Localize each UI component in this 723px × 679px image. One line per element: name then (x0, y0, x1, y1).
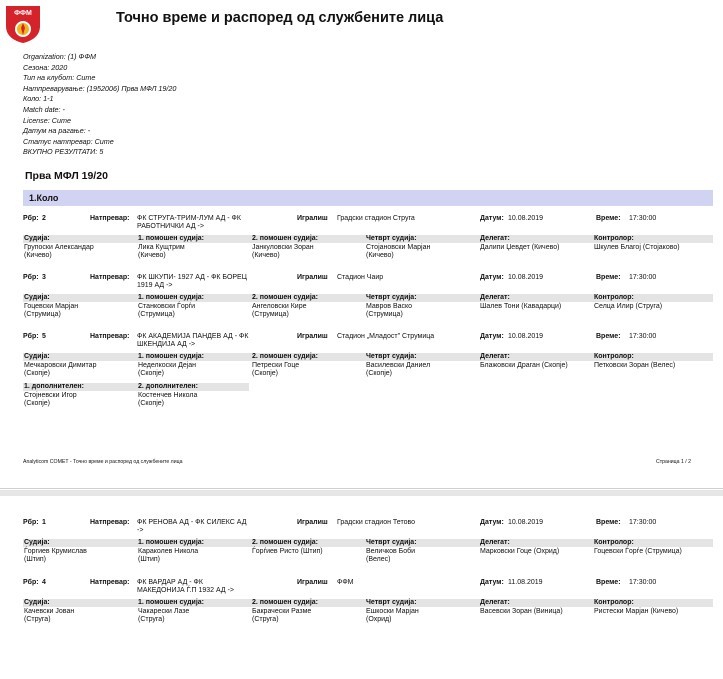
assistant-1-label: 1. помошен судија: (138, 539, 204, 546)
round-header (23, 190, 713, 206)
additional-1-name: (Скопје) (24, 400, 50, 407)
delegate-name: Шалев Тони (Кавадарци) (480, 303, 562, 310)
referee-name: Гоцевски Марјан (24, 303, 79, 310)
assistant-1-name: (Струмица) (138, 311, 175, 318)
delegate-name: Далипи Џевдет (Кичево) (480, 244, 560, 251)
assistant-2-name: Ѓорѓиев Ристо (Штип) (252, 548, 323, 555)
assistant-1-name: (Скопје) (138, 370, 164, 377)
match-number: 3 (42, 274, 46, 281)
assistant-2-name: Бакрачески Разме (252, 608, 312, 615)
match-time: 17:30:00 (629, 215, 657, 222)
referee-label: Судија: (24, 294, 50, 301)
referee-name: (Штип) (24, 556, 46, 563)
assistant-2-name: (Скопје) (252, 370, 278, 377)
page-break (0, 490, 723, 496)
assistant-1-name: Станковски Ѓорѓи (138, 303, 196, 310)
match-label: Натпревар: (90, 579, 130, 586)
referee-name: Мечкаровски Димитар (24, 362, 97, 369)
controller-label: Контролор: (594, 353, 634, 360)
referee-label: Судија: (24, 599, 50, 606)
match-number-label: Рбр: (23, 333, 39, 340)
match-date: 11.08.2019 (508, 579, 543, 586)
fourth-official-label: Четврт судија: (366, 353, 417, 360)
match-time: 17:30:00 (629, 579, 657, 586)
match-number-label: Рбр: (23, 274, 39, 281)
venue-name: Градски стадион Струга (337, 215, 415, 222)
controller-label: Контролор: (594, 539, 634, 546)
match-label: Натпревар: (90, 519, 130, 526)
venue-label: Игралиш (297, 274, 328, 281)
referee-name: (Струга) (24, 616, 51, 623)
date-label: Датум: (480, 519, 504, 526)
assistant-2-name: Ангеловски Кире (252, 303, 307, 310)
delegate-label: Делегат: (480, 235, 510, 242)
delegate-label: Делегат: (480, 294, 510, 301)
fourth-official-name: Величков Боби (366, 548, 416, 555)
venue-label: Игралиш (297, 519, 328, 526)
match-teams: -> (137, 527, 144, 534)
fourth-official-label: Четврт судија: (366, 294, 417, 301)
meta-organization: Organization: (1) ФФМ (23, 52, 96, 61)
assistant-1-label: 1. помошен судија: (138, 599, 204, 606)
additional-2-name: Костенчев Никола (138, 392, 198, 399)
match-number: 1 (42, 519, 46, 526)
match-teams: ФК АКАДЕМИЈА ПАНДЕВ АД - ФК (137, 333, 249, 340)
assistant-2-name: Јанкуловски Зоран (252, 244, 314, 251)
time-label: Време: (596, 274, 621, 281)
match-number-label: Рбр: (23, 519, 39, 526)
time-label: Време: (596, 333, 621, 340)
match-number: 5 (42, 333, 46, 340)
assistant-2-label: 2. помошен судија: (252, 294, 318, 301)
match-time: 17:30:00 (629, 274, 657, 281)
assistant-1-name: Неделкоски Дејан (138, 362, 197, 369)
referee-label: Судија: (24, 235, 50, 242)
footer-page-number: Страница 1 / 2 (656, 459, 692, 465)
controller-name: Селца Илир (Струга) (594, 303, 663, 310)
assistant-1-name: Чакарески Лазе (138, 608, 190, 615)
fourth-official-name: (Охрид) (366, 616, 392, 623)
controller-name: Шкулев Благој (Стојаково) (594, 244, 680, 251)
assistant-1-label: 1. помошен судија: (138, 235, 204, 242)
meta-round: Коло: 1-1 (23, 94, 54, 104)
additional-1-name: Стојневски Игор (24, 392, 77, 399)
date-label: Датум: (480, 215, 504, 222)
referee-name: Ѓоргиев Крумислав (24, 548, 87, 555)
delegate-name: Блажовски Драган (Скопје) (480, 362, 568, 369)
match-number: 4 (42, 579, 46, 586)
logo-text: ФФМ (14, 10, 32, 17)
delegate-label: Делегат: (480, 599, 510, 606)
venue-label: Игралиш (297, 333, 328, 340)
fourth-official-name: (Кичево) (366, 252, 394, 259)
match-teams: ФК РЕНОВА АД - ФК СИЛЕКС АД (137, 519, 247, 526)
assistant-2-name: (Струга) (252, 616, 279, 623)
additional-1-label: 1. дополнителен: (24, 383, 84, 390)
footer-left: Analyticom COMET - Точно време и распоред од службените лица (23, 459, 183, 465)
page-title: Точно време и распоред од службените лица (116, 10, 444, 26)
match-label: Натпревар: (90, 333, 130, 340)
match-time: 17:30:00 (629, 519, 657, 526)
match-teams: ШКЕНДИЈА АД -> (137, 341, 196, 348)
assistant-2-label: 2. помошен судија: (252, 353, 318, 360)
meta-match-status: Статус натпревар: Сите (23, 136, 114, 146)
assistant-1-name: Караколев Никола (138, 548, 199, 555)
assistant-2-label: 2. помошен судија: (252, 539, 318, 546)
controller-name: Ристески Марјан (Кичево) (594, 608, 679, 615)
match-date: 10.08.2019 (508, 519, 544, 526)
referee-name: Качевски Јован (24, 608, 75, 615)
meta-license: License: Сите (23, 115, 71, 125)
referee-name: (Кичево) (24, 252, 52, 259)
ffm-logo (4, 4, 42, 44)
assistant-1-name: (Струга) (138, 616, 165, 623)
meta-total-results: ВКУПНО РЕЗУЛТАТИ: 5 (23, 147, 104, 157)
venue-label: Игралиш (297, 579, 328, 586)
assistant-1-name: (Штип) (138, 556, 160, 563)
referee-name: (Скопје) (24, 370, 50, 377)
assistant-1-label: 1. помошен судија: (138, 294, 204, 301)
date-label: Датум: (480, 333, 504, 340)
assistant-1-name: (Кичево) (138, 252, 166, 259)
fourth-official-name: (Струмица) (366, 311, 403, 318)
match-teams: 1919 АД -> (137, 282, 173, 289)
league-title: Прва МФЛ 19/20 (25, 170, 108, 182)
match-number-label: Рбр: (23, 215, 39, 222)
assistant-2-label: 2. помошен судија: (252, 235, 318, 242)
time-label: Време: (596, 519, 621, 526)
match-date: 10.08.2019 (508, 333, 544, 340)
match-teams: РАБОТНИЧКИ АД -> (137, 223, 204, 230)
delegate-name: Васевски Зоран (Виница) (480, 608, 563, 615)
match-teams: ФК СТРУГА-ТРИМ-ЛУМ АД - ФК (137, 215, 241, 222)
time-label: Време: (596, 579, 621, 586)
delegate-name: Марковски Гоце (Охрид) (480, 548, 560, 555)
fourth-official-name: Стојановски Марјан (366, 244, 431, 251)
assistant-2-name: (Струмица) (252, 311, 289, 318)
meta-club-type: Тип на клубот: Сите (23, 73, 96, 83)
page-break-line (0, 488, 723, 489)
fourth-official-name: Василевски Даниел (366, 362, 431, 369)
time-label: Време: (596, 215, 621, 222)
venue-name: ФФМ (337, 579, 354, 586)
meta-competition: Натпреварување: (1952006) Прва МФЛ 19/20 (23, 83, 177, 93)
assistant-1-name: Лика Кущтрим (138, 244, 185, 251)
match-number: 2 (42, 215, 46, 222)
referee-label: Судија: (24, 353, 50, 360)
referee-label: Судија: (24, 539, 50, 546)
assistant-1-label: 1. помошен судија: (138, 353, 204, 360)
delegate-label: Делегат: (480, 353, 510, 360)
additional-2-name: (Скопје) (138, 400, 164, 407)
date-label: Датум: (480, 579, 504, 586)
match-time: 17:30:00 (629, 333, 657, 340)
match-label: Натпревар: (90, 274, 130, 281)
match-teams: ФК ШКУПИ- 1927 АД - ФК БОРЕЦ (137, 274, 247, 281)
fourth-official-label: Четврт судија: (366, 235, 417, 242)
assistant-2-label: 2. помошен судија: (252, 599, 318, 606)
report-meta (23, 52, 176, 158)
match-date: 10.08.2019 (508, 274, 544, 281)
match-teams: ФК ВАРДАР АД - ФК (137, 579, 203, 586)
match-date: 10.08.2019 (508, 215, 544, 222)
meta-season: Сезона: 2020 (23, 62, 68, 72)
referee-name: Групоски Александар (24, 244, 94, 251)
controller-name: Петковски Зоран (Велес) (594, 362, 676, 369)
match-teams: МАКЕДОНИЈА Ѓ.П 1932 АД -> (137, 587, 235, 594)
venue-name: Стадион „Младост" Струмица (337, 333, 435, 340)
delegate-label: Делегат: (480, 539, 510, 546)
assistant-2-name: (Кичево) (252, 252, 280, 259)
venue-label: Игралиш (297, 215, 328, 222)
fourth-official-label: Четврт судија: (366, 599, 417, 606)
round-label: 1.Коло (29, 193, 59, 203)
assistant-2-name: Петрески Гоце (252, 362, 300, 369)
venue-name: Стадион Чаир (337, 274, 384, 281)
controller-label: Контролор: (594, 599, 634, 606)
meta-birth-date: Датум на рагање: - (23, 126, 91, 136)
fourth-official-name: Мавров Васко (366, 303, 413, 310)
fourth-official-name: (Скопје) (366, 370, 392, 377)
match-label: Натпревар: (90, 215, 130, 222)
fourth-official-label: Четврт судија: (366, 539, 417, 546)
controller-label: Контролор: (594, 235, 634, 242)
date-label: Датум: (480, 274, 504, 281)
venue-name: Градски стадион Тетово (337, 519, 416, 526)
fourth-official-name: (Велес) (366, 556, 391, 563)
fourth-official-name: Ешкоски Марјан (366, 608, 419, 615)
additional-2-label: 2. дополнителен: (138, 383, 198, 390)
meta-match-date: Match date: - (23, 104, 65, 114)
controller-label: Контролор: (594, 294, 634, 301)
controller-name: Гоцевски Ѓорѓе (Струмица) (594, 548, 682, 555)
match-number-label: Рбр: (23, 579, 39, 586)
referee-name: (Струмица) (24, 311, 61, 318)
